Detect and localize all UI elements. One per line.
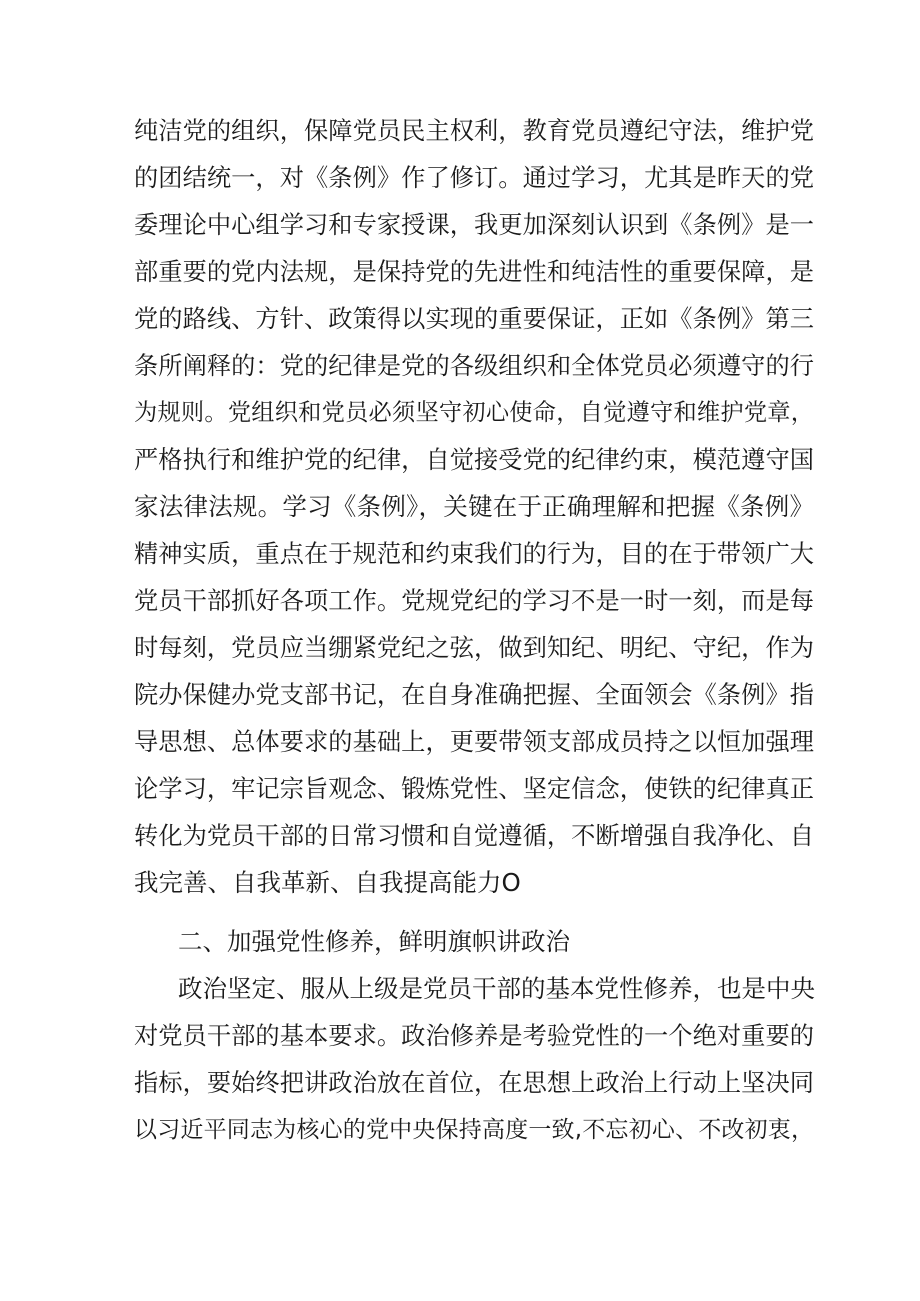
paragraph-line: 为规则。党组织和党员必须坚守初心使命，自觉遵守和维护党章， [134, 399, 814, 426]
paragraph-line: 党的路线、方针、政策得以实现的重要保证，正如《条例》第三 [134, 304, 814, 333]
section-heading: 二、加强党性修养，鲜明旗帜讲政治 [178, 927, 570, 956]
paragraph-line: 家法律法规。学习《条例》，关键在于正确理解和把握《条例》 [134, 492, 814, 521]
paragraph-line: 党员干部抓好各项工作。党规党纪的学习不是一时一刻，而是每 [134, 586, 814, 615]
paragraph-line: 转化为党员干部的日常习惯和自觉遵循，不断增强自我净化、自 [134, 821, 814, 850]
paragraph-line: 导思想、总体要求的基础上，更要带领支部成员持之以恒加强理 [134, 727, 814, 756]
paragraph-line: 指标，要始终把讲政治放在首位，在思想上政治上行动上坚决同 [134, 1068, 814, 1097]
paragraph-line: 委理论中心组学习和专家授课，我更加深刻认识到《条例》是一 [134, 210, 814, 239]
paragraph-line: 条所阐释的：党的纪律是党的各级组织和全体党员必须遵守的行 [134, 351, 814, 380]
paragraph-line: 精神实质，重点在于规范和约束我们的行为，目的在于带领广大 [134, 539, 814, 568]
paragraph-line: 严格执行和维护党的纪律，自觉接受党的纪律约束，模范遵守国 [134, 445, 814, 474]
paragraph-line: 时每刻，党员应当绷紧党纪之弦，做到知纪、明纪、守纪，作为 [134, 633, 814, 662]
paragraph-line: 论学习，牢记宗旨观念、锻炼党性、坚定信念，使铁的纪律真正 [134, 774, 814, 803]
paragraph-line: 政治坚定、服从上级是党员干部的基本党性修养，也是中央 [178, 974, 815, 1003]
paragraph-line: 我完善、自我革新、自我提高能力O [134, 868, 521, 897]
paragraph-line: 院办保健办党支部书记，在自身准确把握、全面领会《条例》指 [134, 680, 814, 709]
paragraph-line: 对党员干部的基本要求。政治修养是考验党性的一个绝对重要的 [134, 1021, 814, 1050]
paragraph-line: 纯洁党的组织，保障党员民主权利，教育党员遵纪守法，维护党 [134, 116, 814, 145]
paragraph-line: 以习近平同志为核心的党中央保持高度一致,不忘初心、不改初衷， [134, 1117, 814, 1143]
paragraph-line: 部重要的党内法规，是保持党的先进性和纯洁性的重要保障，是 [134, 257, 814, 286]
paragraph-line: 的团结统一，对《条例》作了修订。通过学习，尤其是昨天的党 [134, 163, 814, 192]
